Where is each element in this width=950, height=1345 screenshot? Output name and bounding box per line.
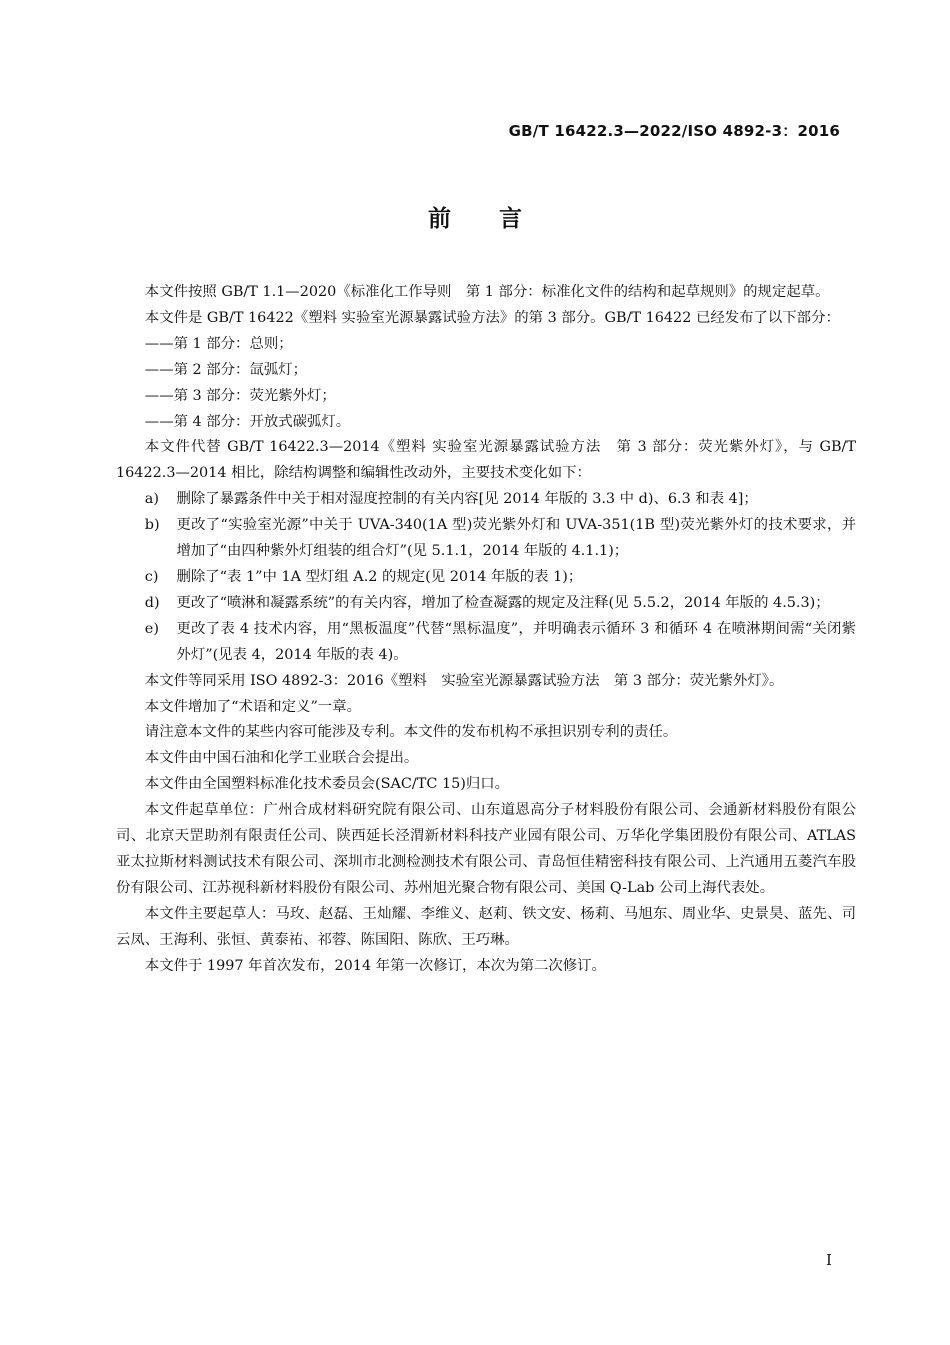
change-item-e — [116, 617, 856, 669]
paragraph-drafting-units: 本文件起草单位：广州合成材料研究院有限公司、山东道恩高分子材料股份有限公司、会通新材料股份有限公司、北京天罡助剂有限责任公司、陕西延长泾渭新材料科技产业园有限公司、万华化学集团股份有限公司、ATLAS 亚太拉斯材料测试技术有限公司、深圳市北测检测技术有限公司、青岛恒佳精密科技有限公司、上汽通用五菱汽车股份有限公司、江苏视科新材料股份有限公司、苏州旭光聚合物有限公司、美国 Q-Lab 公司上海代表处。 — [116, 802, 856, 896]
part-list-item: ——第 1 部分：总则； — [144, 335, 293, 352]
paragraph-iso-adoption: 本文件等同采用 ISO 4892-3：2016《塑料 实验室光源暴露试验方法 第 3 部分：荧光紫外灯》。 — [144, 672, 784, 689]
change-label: e) — [144, 620, 159, 637]
paragraph-proposer: 本文件由中国石油和化学工业联合会提出。 — [144, 750, 419, 767]
paragraph-terms-added: 本文件增加了“术语和定义”一章。 — [144, 698, 361, 715]
paragraph-drafting-rules: 本文件按照 GB/T 1.1—2020《标准化工作导则 第 1 部分：标准化文件的结构和起草规则》的规定起草。 — [144, 284, 830, 300]
change-text: 删除了“表 1”中 1A 型灯组 A.2 的规定(见 2014 年版的表 1)； — [176, 568, 583, 585]
change-label: c) — [144, 568, 159, 585]
paragraph-committee: 本文件由全国塑料标准化技术委员会(SAC/TC 15)归口。 — [144, 776, 510, 793]
change-text: 删除了暴露条件中关于相对湿度控制的有关内容[见 2014 年版的 3.3 中 d)、6.3 和表 4]； — [176, 491, 758, 508]
paragraph-series-intro: 本文件是 GB/T 16422《塑料 实验室光源暴露试验方法》的第 3 部分。GB/T 16422 已经发布了以下部分： — [144, 309, 840, 326]
page-number: I — [826, 1251, 832, 1269]
change-item-d — [116, 591, 856, 617]
change-label: d) — [144, 594, 160, 611]
change-item-c — [116, 565, 856, 591]
change-item-b — [116, 513, 856, 565]
change-text: 更改了“喷淋和凝露系统”的有关内容，增加了检查凝露的规定及注释(见 5.5.2，2014 年版的 4.5.3)； — [176, 594, 830, 611]
change-text: 更改了“实验室光源”中关于 UVA-340(1A 型)荧光紫外灯和 UVA-351(1B 型)荧光紫外灯的技术要求，并增加了“由四种紫外灯组装的组合灯”(见 5.1.1，2014 年版的 4.1.1)； — [176, 517, 856, 560]
paragraph-replaces: 本文件代替 GB/T 16422.3—2014《塑料 实验室光源暴露试验方法 第 3 部分：荧光紫外灯》，与 GB/T 16422.3—2014 相比，除结构调整和编辑性改动外，主要技术变化如下： — [116, 439, 856, 482]
change-item-a — [116, 487, 856, 513]
change-text: 更改了表 4 技术内容，用“黑板温度”代替“黑标温度”，并明确表示循环 3 和循环 4 在喷淋期间需“关闭紫外灯”(见表 4，2014 年版的表 4)。 — [176, 620, 856, 663]
foreword-body — [116, 280, 856, 979]
standard-number-header: GB/T 16422.3—2022/ISO 4892-3：2016 — [508, 122, 840, 140]
paragraph-history: 本文件于 1997 年首次发布，2014 年第一次修订，本次为第二次修订。 — [144, 957, 606, 974]
paragraph-drafters: 本文件主要起草人：马玫、赵磊、王灿耀、李维义、赵莉、铁文安、杨莉、马旭东、周业华、史景昊、蓝先、司云凤、王海利、张恒、黄泰祐、祁蓉、陈国阳、陈欣、王巧琳。 — [116, 905, 856, 948]
change-label: b) — [144, 517, 160, 534]
part-list-item: ——第 3 部分：荧光紫外灯； — [144, 387, 336, 404]
part-list-item: ——第 4 部分：开放式碳弧灯。 — [144, 413, 351, 430]
change-label: a) — [144, 491, 159, 508]
page-title: 前言 — [428, 206, 570, 232]
part-list-item: ——第 2 部分：氙弧灯； — [144, 361, 308, 378]
paragraph-patent-notice: 请注意本文件的某些内容可能涉及专利。本文件的发布机构不承担识别专利的责任。 — [144, 724, 678, 741]
